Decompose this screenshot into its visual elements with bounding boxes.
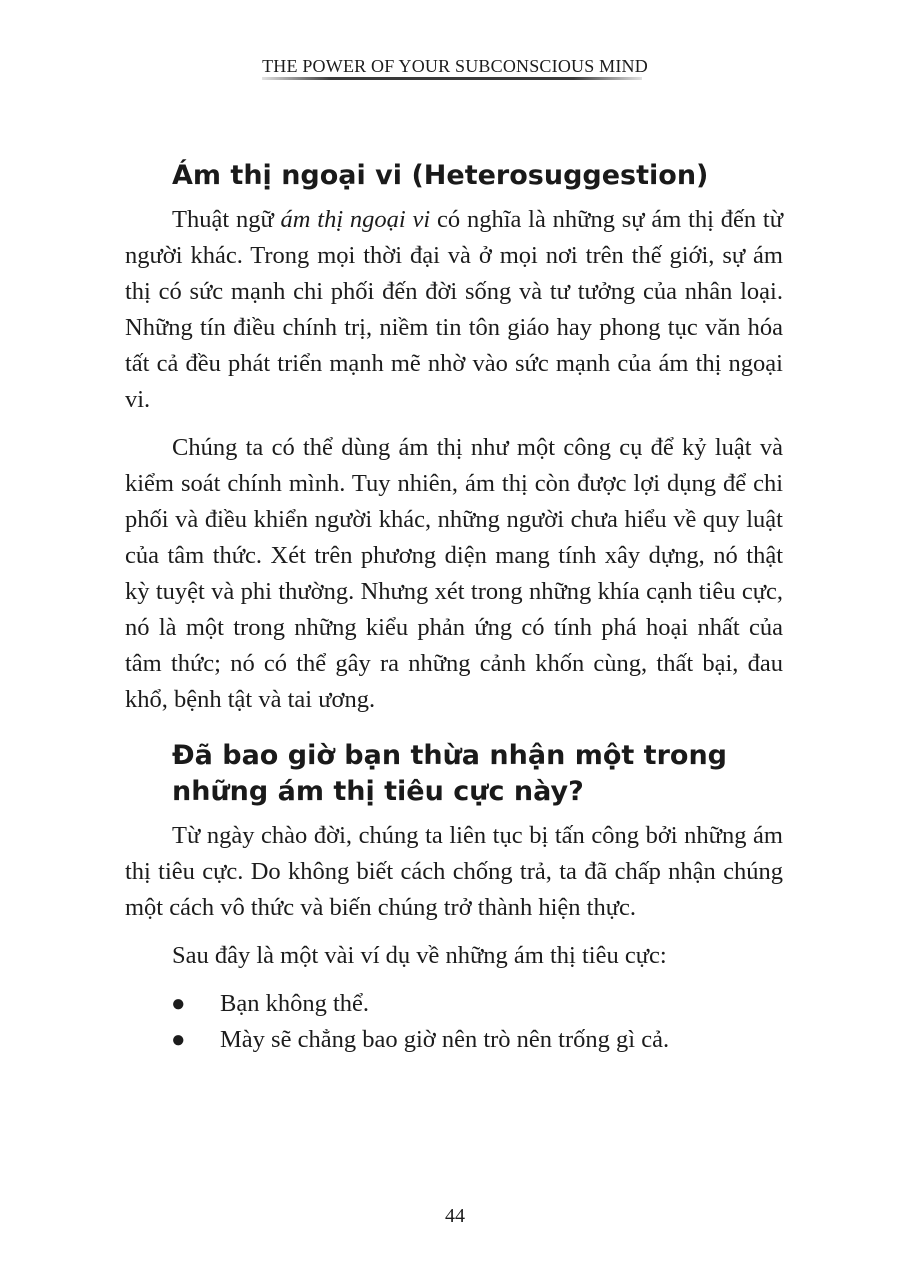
term-emphasis: ám thị ngoại vi <box>280 206 431 233</box>
bullet-icon: ● <box>171 1027 186 1053</box>
list-item-text: Bạn không thể. <box>220 990 370 1017</box>
header-rule <box>262 77 642 80</box>
paragraph-examples-intro: Sau đây là một vài ví dụ về những ám thị tiêu cực: <box>172 942 667 969</box>
section-heading-negative-suggestions: Đã bao giờ bạn thừa nhận một trong những ám thị tiêu cực này? <box>172 740 728 807</box>
list-item-text: Mày sẽ chẳng bao giờ nên trò nên trống gì cả. <box>220 1026 670 1053</box>
page-body <box>125 158 783 1058</box>
section-heading-heterosuggestion: Ám thị ngoại vi (Heterosuggestion) <box>172 160 709 191</box>
running-head-title: THE POWER OF YOUR SUBCONSCIOUS MIND <box>262 56 648 76</box>
paragraph-definition <box>125 202 783 418</box>
paragraph-definition-rest: có nghĩa là những sự ám thị đến từ người khác. Trong mọi thời đại và ở mọi nơi trên thế giới, sự ám thị có sức mạnh chi phối đến đời sống và tư tưởng của nhân loại. Những tín điều chính trị, niềm tin tôn giáo hay phong tục văn hóa tất cả đều phát triển mạnh mẽ nhờ vào sức mạnh của ám thị ngoại vi. <box>125 206 783 413</box>
paragraph-usage: Chúng ta có thể dùng ám thị như một công cụ để kỷ luật và kiểm soát chính mình. Tuy nhiên, ám thị còn được lợi dụng để chi phối và điều khiển người khác, những người chưa hiểu về quy luật của tâm thức. Xét trên phương diện mang tính xây dựng, nó thật kỳ tuyệt và phi thường. Nhưng xét trong những khía cạnh tiêu cực, nó là một trong những kiểu phản ứng có tính phá hoại nhất của tâm thức; nó có thể gây ra những cảnh khốn cùng, thất bại, đau khổ, bệnh tật và tai ương. <box>125 434 783 713</box>
list-item <box>125 986 783 1022</box>
examples-list <box>125 986 783 1058</box>
paragraph-definition-start: Thuật ngữ <box>172 206 281 233</box>
bullet-icon: ● <box>171 991 186 1017</box>
list-item <box>125 1022 783 1058</box>
running-head <box>0 56 910 77</box>
paragraph-since-birth: Từ ngày chào đời, chúng ta liên tục bị tấn công bởi những ám thị tiêu cực. Do không biết cách chống trả, ta đã chấp nhận chúng một cách vô thức và biến chúng trở thành hiện thực. <box>125 822 783 921</box>
page-number: 44 <box>445 1205 465 1227</box>
